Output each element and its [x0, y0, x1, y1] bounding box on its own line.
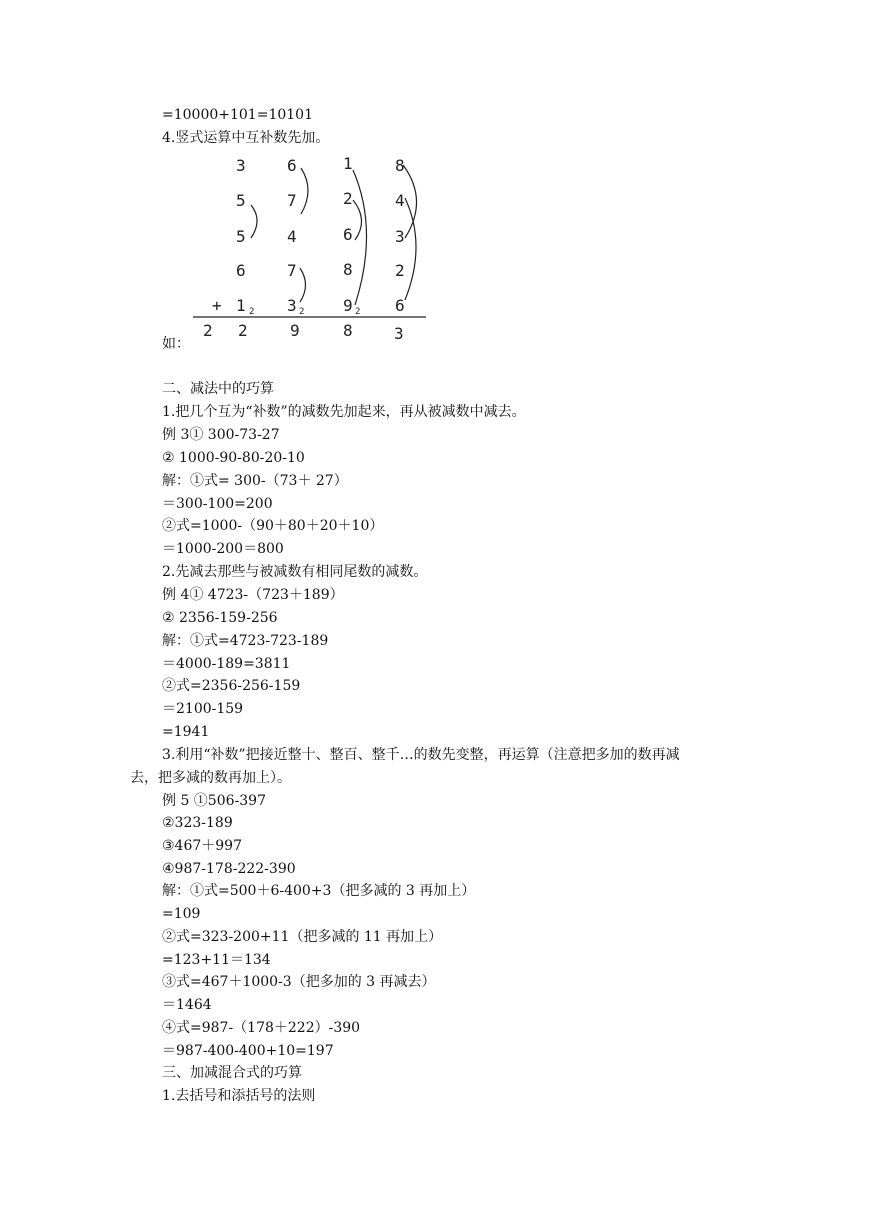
- digit: 3: [287, 296, 297, 315]
- text-line: ＝4000-189=3811: [162, 656, 291, 672]
- text-line: 4.竖式运算中互补数先加。: [162, 130, 330, 146]
- text-line: ④式=987-（178＋222）-390: [162, 1020, 361, 1036]
- text-line: 解：①式=500＋6-400+3（把多减的 3 再加上）: [162, 883, 476, 899]
- text-line: 去，把多减的数再加上）。: [130, 770, 291, 786]
- digit: 5: [236, 191, 246, 210]
- pair-arc: [251, 205, 257, 238]
- digit: 4: [395, 191, 405, 210]
- text-line: ② 1000-90-80-20-10: [162, 450, 305, 466]
- text-line: 例 3① 300-73-27: [162, 427, 280, 443]
- text-line: =109: [162, 906, 201, 922]
- text-line: =1941: [162, 724, 210, 740]
- text-line: 1.去括号和添括号的法则: [162, 1088, 316, 1104]
- text-line: ＝1464: [162, 997, 212, 1013]
- text-line: =123+11＝134: [162, 952, 271, 968]
- text-line: ④987-178-222-390: [162, 861, 296, 877]
- text-line: ＝2100-159: [162, 701, 244, 717]
- plus-sign: +: [212, 296, 222, 315]
- digit: 9: [343, 296, 353, 315]
- text-line: ②式=2356-256-159: [162, 678, 301, 694]
- text-line: ③467＋997: [162, 838, 242, 854]
- text-line: =10000+101=10101: [162, 107, 313, 123]
- digit: 3: [236, 156, 246, 175]
- digit: 3: [395, 227, 405, 246]
- carry-mark: 2: [299, 307, 305, 317]
- text-line: 3.利用“补数”把接近整十、整百、整千…的数先变整，再运算（注意把多加的数再减: [162, 747, 680, 763]
- text-line: ＝300-100=200: [162, 496, 273, 512]
- text-line: ③式=467＋1000-3（把多加的 3 再减去）: [162, 974, 436, 990]
- digit: 8: [395, 156, 405, 175]
- pair-arc: [353, 170, 367, 305]
- digit: 5: [236, 227, 246, 246]
- text-line: 例 5 ①506-397: [162, 793, 266, 809]
- result-digit: 2: [203, 321, 213, 340]
- addition-svg: [193, 150, 435, 352]
- text-line: 如：: [162, 336, 190, 352]
- text-line: ＝987-400-400+10=197: [162, 1043, 334, 1059]
- digit: 6: [287, 156, 297, 175]
- text-line: 解：①式= 300-（73＋ 27）: [162, 473, 348, 489]
- result-digit: 9: [290, 321, 300, 340]
- section-heading: 二、减法中的巧算: [162, 381, 274, 397]
- text-line: ②式=1000-（90＋80＋20＋10）: [162, 518, 384, 534]
- text-line: ②式=323-200+11（把多减的 11 再加上）: [162, 929, 443, 945]
- text-line: ② 2356-159-256: [162, 610, 278, 626]
- text-line: ②323-189: [162, 815, 233, 831]
- digit: 7: [287, 261, 297, 280]
- digit: 6: [236, 261, 246, 280]
- carry-mark: 2: [249, 307, 255, 317]
- pair-arc: [300, 268, 306, 302]
- text-line: 1.把几个互为“补数”的减数先加起来，再从被减数中减去。: [162, 404, 526, 420]
- digit: 1: [343, 154, 353, 173]
- text-line: 例 4① 4723-（723＋189）: [162, 587, 344, 603]
- digit: 1: [236, 296, 246, 315]
- result-digit: 2: [238, 321, 248, 340]
- text-line: ＝1000-200＝800: [162, 541, 284, 557]
- digit: 2: [395, 261, 405, 280]
- digit: 6: [395, 296, 405, 315]
- digit: 7: [287, 191, 297, 210]
- section-heading: 三、加减混合式的巧算: [162, 1065, 302, 1081]
- vertical-addition-figure: [193, 150, 435, 352]
- digit: 8: [343, 260, 353, 279]
- pair-arc: [353, 200, 362, 240]
- digit: 4: [287, 227, 297, 246]
- carry-mark: 2: [355, 307, 361, 317]
- pair-arc: [405, 198, 416, 300]
- digit: 2: [343, 189, 353, 208]
- text-line: 2.先减去那些与被减数有相同尾数的减数。: [162, 564, 428, 580]
- result-digit: 3: [394, 324, 404, 343]
- result-digit: 8: [343, 321, 353, 340]
- text-line: 解：①式=4723-723-189: [162, 633, 329, 649]
- pair-arc: [301, 168, 308, 214]
- digit: 6: [343, 225, 353, 244]
